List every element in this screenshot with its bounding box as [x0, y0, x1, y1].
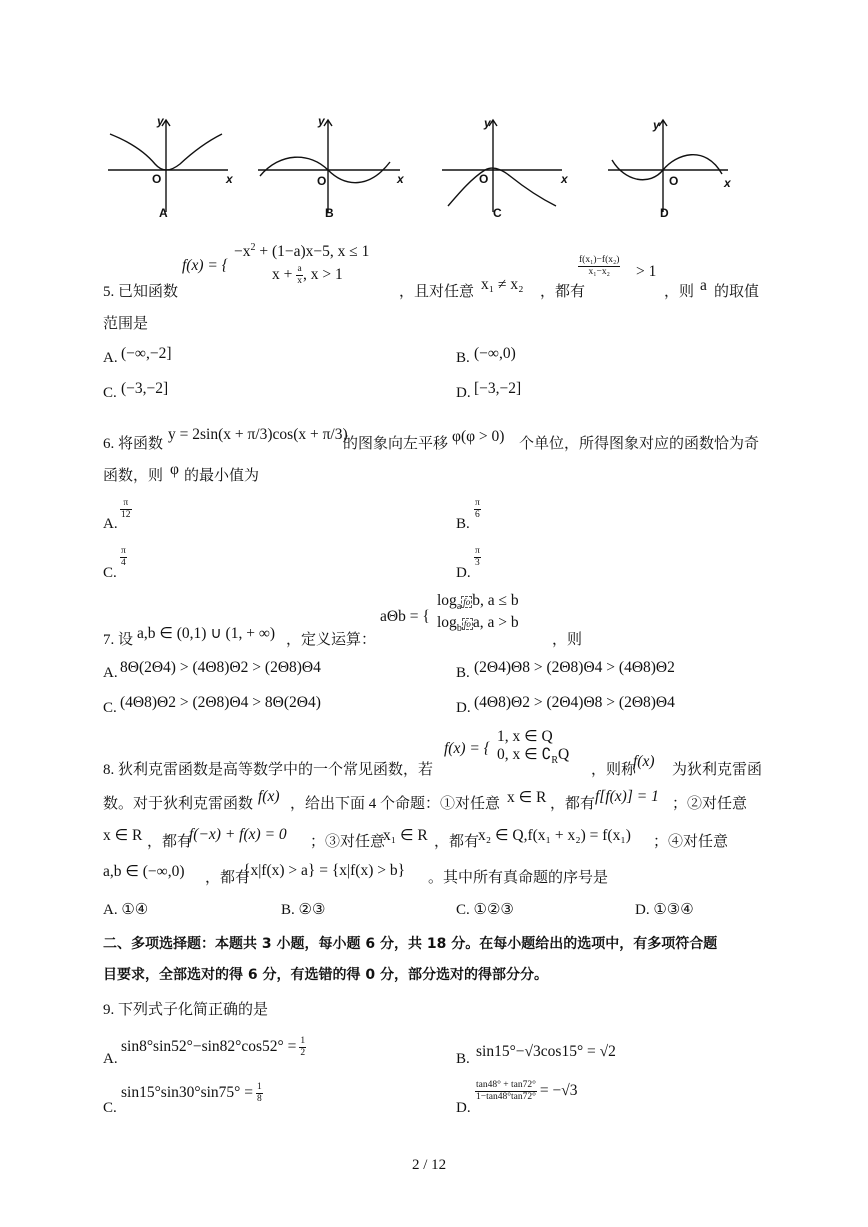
q9-option-b: sin15°−√3cos15° = √2 [476, 1043, 616, 1060]
q8-line4a: a,b ∈ (−∞,0) [103, 863, 185, 880]
graph-label-b: B [325, 206, 334, 220]
q5-option-d: [−3,−2] [474, 380, 522, 397]
q8-line2g: ；②对任意 [672, 796, 748, 812]
q6-option-a: $\frac{\pi}{12}$ [121, 498, 131, 520]
origin-a: O [152, 172, 162, 186]
graph-label-d: D [660, 206, 669, 220]
q5-gt: > 1 [636, 263, 657, 280]
axis-y-d: y [653, 118, 660, 132]
q6-option-d-label: D. [456, 565, 471, 581]
q7-case1: $\log_a$ fo b, a ≤ b [437, 592, 519, 613]
q8-tail: ，则称 [591, 762, 637, 778]
q8-line4c: {x|f(x) > a} = {x|f(x) > b} [243, 862, 406, 879]
q5-tail: ，则 [664, 284, 695, 300]
q5-option-c-label: C. [103, 385, 117, 401]
q6-line2a: 函数，则 [103, 468, 164, 484]
q5-option-d-label: D. [456, 385, 471, 401]
q6-option-b: $\frac{\pi}{6}$ [475, 498, 480, 520]
q5-cond-text2: ，都有 [540, 284, 586, 300]
q7-op: aΘb = { [380, 608, 430, 625]
axis-x-a: x [226, 172, 233, 186]
q8-stem: 8. 狄利克雷函数是高等数学中的一个常见函数，若 [103, 762, 434, 778]
q5-cond-math: x₁ ≠ x₂ [481, 276, 524, 293]
q6-mid: 的图象向左平移 [343, 436, 449, 452]
q5-option-b: (−∞,0) [474, 345, 516, 362]
q9-option-b-label: B. [456, 1051, 470, 1067]
page-number: 2 / 12 [412, 1157, 447, 1173]
axis-y-c: y [484, 116, 491, 130]
q8-option-d: D. ①③④ [635, 902, 694, 918]
q7-case2: $\log_b$ fo a, a > b [437, 614, 519, 635]
q7-set: a,b ∈ (0,1) ∪ (1, + ∞) [137, 625, 276, 642]
q6-func: y = 2sin(x + π/3)cos(x + π/3) [168, 426, 348, 443]
q8-line3e: x₁ ∈ R [383, 827, 428, 844]
q8-option-b: B. ②③ [281, 902, 326, 918]
q6-tail: 个单位，所得图象对应的函数恰为奇 [519, 436, 760, 452]
q8-line3f: ，都有 [434, 834, 480, 850]
origin-d: O [669, 174, 679, 188]
section-2-line2: 目要求，全部选对的得 6 分，有选错的得 0 分，部分选对的得部分分。 [103, 967, 548, 983]
axis-x-c: x [561, 172, 568, 186]
q8-line2f: f[f(x)] = 1 [595, 788, 659, 805]
q8-line3g: x₂ ∈ Q,f(x₁ + x₂) = f(x₁) [478, 827, 631, 844]
q8-line2b: f(x) [258, 788, 280, 805]
q7-option-c: (4Θ8)Θ2 > (2Θ8)Θ4 > 8Θ(2Θ4) [120, 694, 321, 711]
q8-line2d: x ∈ R [507, 789, 547, 806]
q7-stem: 7. 设 [103, 632, 134, 648]
q8-line2a: 数。对于狄利克雷函数 [103, 796, 254, 812]
axis-y-b: y [318, 114, 325, 128]
q9-option-c-label: C. [103, 1100, 117, 1116]
q8-line2c: ，给出下面 4 个命题：①对任意 [290, 796, 501, 812]
q5-piece1: $-x^2 + (1-a)x-5$, x ≤ 1 [234, 242, 370, 261]
q6-option-d: $\frac{\pi}{3}$ [475, 546, 480, 568]
q7-option-a: 8Θ(2Θ4) > (4Θ8)Θ2 > (2Θ8)Θ4 [120, 659, 321, 676]
q6-option-c: $\frac{\pi}{4}$ [121, 546, 126, 568]
q6-line2b: φ [170, 461, 179, 478]
q7-option-c-label: C. [103, 700, 117, 716]
q6-option-c-label: C. [103, 565, 117, 581]
graph-label-a: A [159, 206, 168, 220]
section-2-line1: 二、多项选择题：本题共 3 小题，每小题 6 分，共 18 分。在每小题给出的选项中，有多项符合题 [103, 936, 718, 952]
q5-fx: f(x) = { [182, 257, 228, 274]
graph-b [258, 120, 400, 212]
axis-x-b: x [397, 172, 404, 186]
origin-b: O [317, 174, 327, 188]
axis-y-a: y [157, 114, 164, 128]
q8-line3b: ，都有 [147, 834, 193, 850]
q7-option-d-label: D. [456, 700, 471, 716]
q5-line2: 范围是 [103, 316, 149, 332]
q8-fx: f(x) = { [444, 740, 490, 757]
q7-option-a-label: A. [103, 665, 118, 681]
q8-case1: 1, x ∈ Q [497, 728, 553, 745]
q7-tail: ，则 [552, 632, 583, 648]
q9-option-c: sin15°sin30°sin75° = $\frac{1}{8}$ [121, 1082, 262, 1104]
q8-line3a: x ∈ R [103, 827, 143, 844]
graph-a [108, 120, 228, 212]
q9-option-a: sin8°sin52°−sin82°cos52° = $\frac{1}{2}$ [121, 1036, 306, 1058]
q8-line2e: ，都有 [550, 796, 596, 812]
q8-fx2: f(x) [633, 753, 655, 770]
q5-piece2: x + $\frac{a}{x}$ , x > 1 [272, 264, 343, 286]
q8-line4b: ，都有 [205, 870, 251, 886]
q5-tail2: 的取值 [714, 284, 760, 300]
graph-label-c: C [493, 206, 502, 220]
q8-option-c: C. ①②③ [456, 902, 514, 918]
q6-stem: 6. 将函数 [103, 436, 164, 452]
q8-line4d: 。其中所有真命题的序号是 [428, 870, 609, 886]
q8-line3d: ；③对任意 [310, 834, 386, 850]
graph-d [608, 120, 728, 212]
q9-option-a-label: A. [103, 1051, 118, 1067]
q5-fraction: $\frac{\text{f(x₁)−f(x₂)}}{\text{x₁−x₂}}$ [579, 255, 620, 277]
q6-line2c: 的最小值为 [184, 468, 260, 484]
q8-line3c: f(−x) + f(x) = 0 [189, 826, 287, 843]
q6-option-a-label: A. [103, 516, 118, 532]
q5-option-a-label: A. [103, 350, 118, 366]
q7-def: ，定义运算： [286, 632, 377, 648]
q8-tail2: 为狄利克雷函 [672, 762, 763, 778]
q9-stem: 9. 下列式子化简正确的是 [103, 1002, 269, 1018]
q8-option-a: A. ①④ [103, 902, 149, 918]
q9-option-d-label: D. [456, 1100, 471, 1116]
q5-a: a [700, 277, 707, 294]
origin-c: O [479, 172, 489, 186]
q5-cond-text: ，且对任意 [399, 284, 475, 300]
q5-option-a: (−∞,−2] [121, 345, 172, 362]
q5-stem: 5. 已知函数 [103, 284, 179, 300]
q8-case2: 0, x ∈ $∁_RQ$ [497, 746, 570, 767]
q5-option-b-label: B. [456, 350, 470, 366]
q6-phi: φ(φ > 0) [452, 428, 505, 445]
q7-option-b: (2Θ4)Θ8 > (2Θ8)Θ4 > (4Θ8)Θ2 [474, 659, 675, 676]
q7-option-b-label: B. [456, 665, 470, 681]
q9-option-d: $\frac{\tan 48^\circ + \tan 72^\circ}{1-\tan 48^\circ\tan 72^\circ}$ = −√3 [476, 1080, 578, 1102]
q7-option-d: (4Θ8)Θ2 > (2Θ4)Θ8 > (2Θ8)Θ4 [474, 694, 675, 711]
graph-c [442, 120, 562, 212]
function-graphs [100, 112, 740, 232]
q6-option-b-label: B. [456, 516, 470, 532]
q5-option-c: (−3,−2] [121, 380, 169, 397]
q8-line3h: ；④对任意 [653, 834, 729, 850]
axis-x-d: x [724, 176, 731, 190]
